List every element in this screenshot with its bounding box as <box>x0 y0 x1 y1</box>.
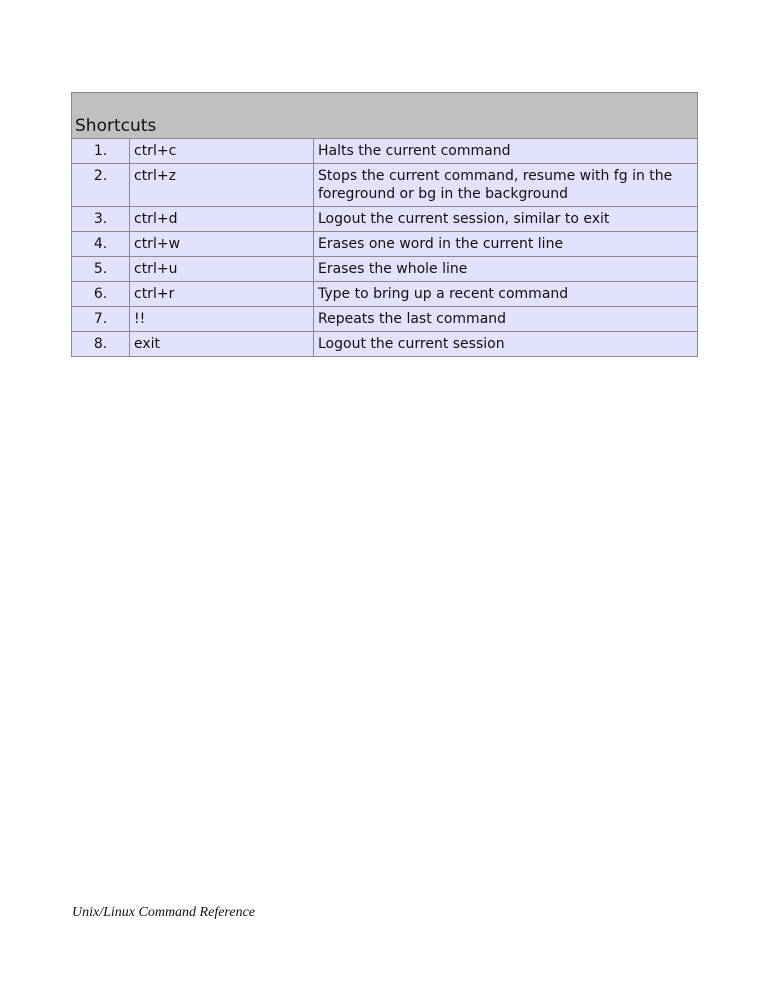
table-header-row <box>72 93 698 139</box>
row-number: 2. <box>72 164 130 207</box>
shortcut-description: Repeats the last command <box>314 307 698 332</box>
row-number: 7. <box>72 307 130 332</box>
shortcut-key: ctrl+w <box>130 232 314 257</box>
shortcut-description: Logout the current session <box>314 332 698 357</box>
row-number: 1. <box>72 139 130 164</box>
shortcut-description: Type to bring up a recent command <box>314 282 698 307</box>
shortcut-key: ctrl+z <box>130 164 314 207</box>
table-row <box>72 232 698 257</box>
page-footer: Unix/Linux Command Reference <box>72 905 255 920</box>
table-row <box>72 257 698 282</box>
shortcut-description: Halts the current command <box>314 139 698 164</box>
shortcut-key: !! <box>130 307 314 332</box>
table-row <box>72 164 698 207</box>
shortcut-key: exit <box>130 332 314 357</box>
shortcut-description: Logout the current session, similar to exit <box>314 207 698 232</box>
table-row <box>72 332 698 357</box>
shortcut-key: ctrl+r <box>130 282 314 307</box>
shortcut-description: Erases the whole line <box>314 257 698 282</box>
row-number: 6. <box>72 282 130 307</box>
section-title: Shortcuts <box>72 93 698 139</box>
row-number: 3. <box>72 207 130 232</box>
table-row <box>72 282 698 307</box>
shortcut-key: ctrl+c <box>130 139 314 164</box>
shortcut-key: ctrl+u <box>130 257 314 282</box>
table-row <box>72 139 698 164</box>
row-number: 8. <box>72 332 130 357</box>
table-row <box>72 207 698 232</box>
row-number: 5. <box>72 257 130 282</box>
shortcut-description: Erases one word in the current line <box>314 232 698 257</box>
shortcuts-table <box>71 92 698 357</box>
row-number: 4. <box>72 232 130 257</box>
shortcut-key: ctrl+d <box>130 207 314 232</box>
table-row <box>72 307 698 332</box>
shortcut-description: Stops the current command, resume with fg in the foreground or bg in the background <box>314 164 698 207</box>
